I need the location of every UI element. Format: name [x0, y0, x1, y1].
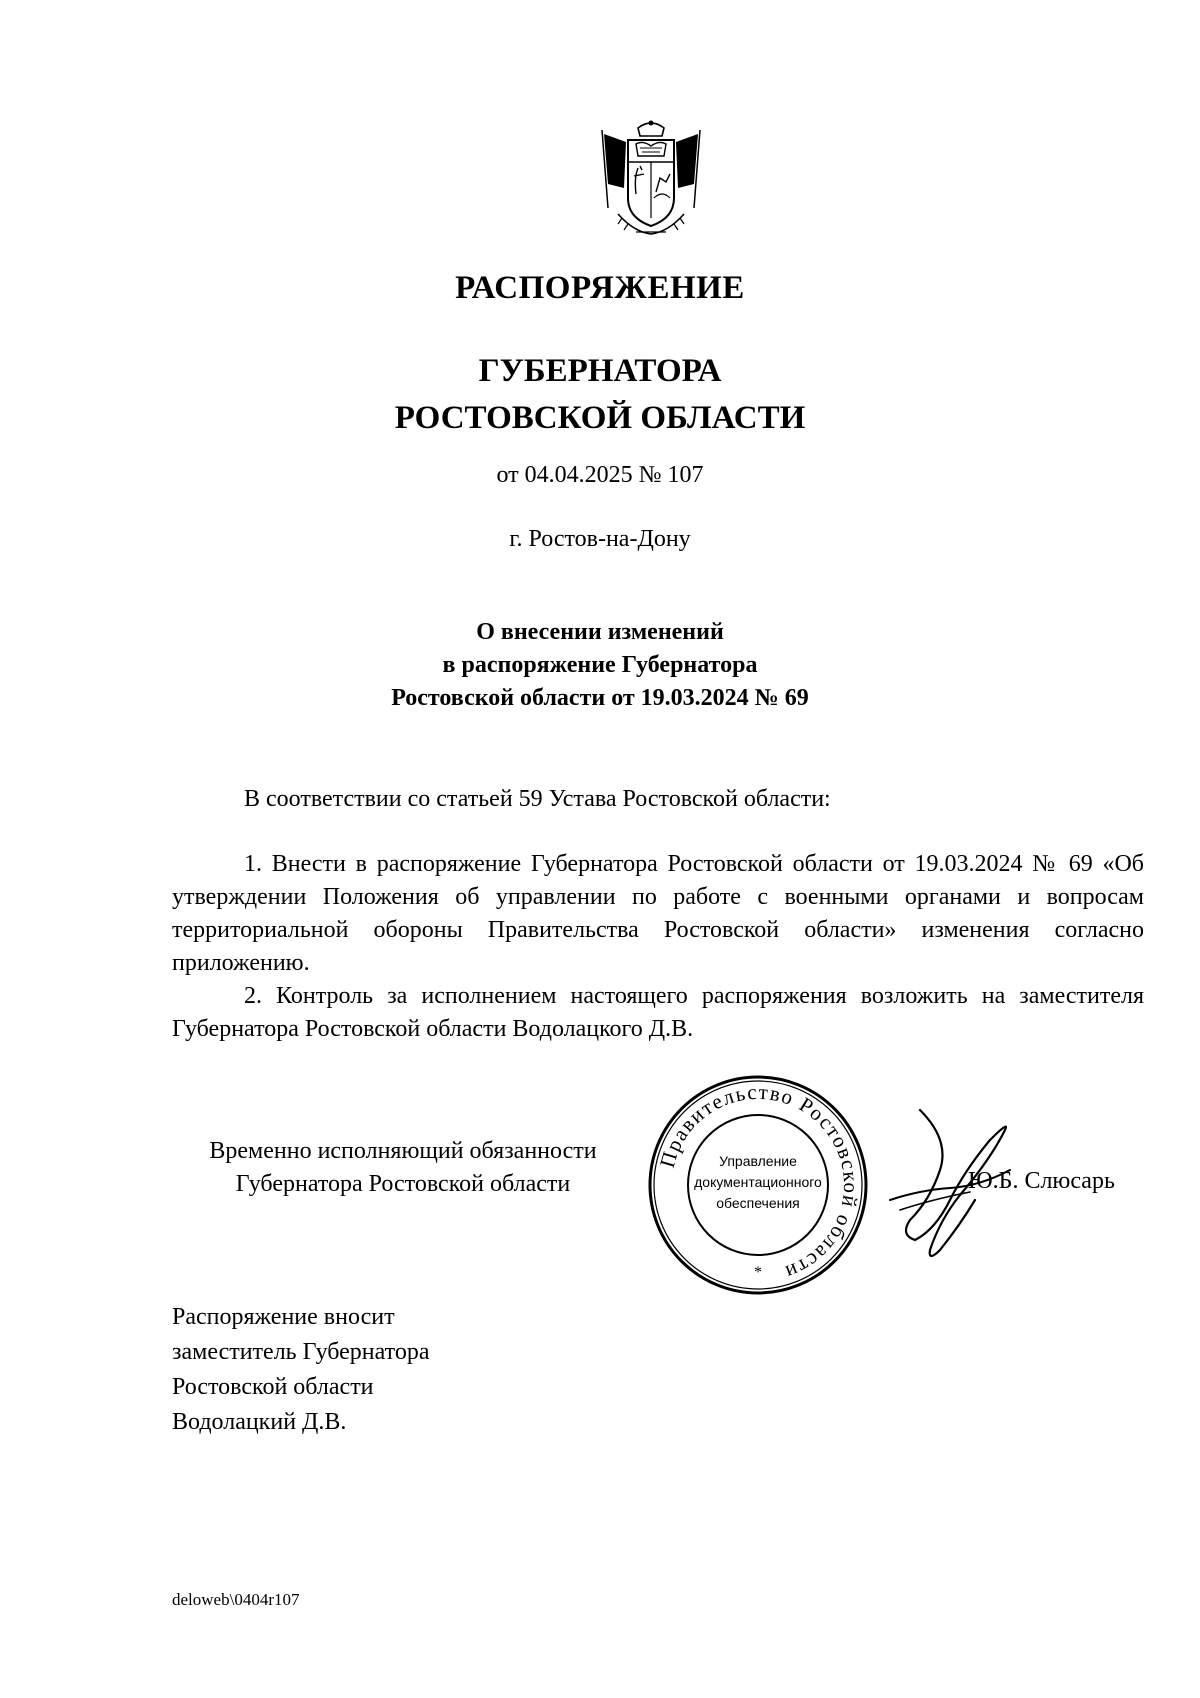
- issuer-line-1: ГУБЕРНАТОРА: [478, 353, 722, 389]
- submitted-by-line-3: Ростовской области: [172, 1374, 374, 1400]
- document-date-number: от 04.04.2025 № 107: [496, 462, 704, 488]
- document-subject: [0, 616, 1200, 715]
- submitted-by-line-1: Распоряжение вносит: [172, 1304, 395, 1330]
- document-city: г. Ростов-на-Дону: [509, 526, 691, 552]
- preamble-paragraph: [172, 783, 1144, 816]
- submitted-by-line-4: Водолацкий Д.В.: [172, 1409, 347, 1435]
- signer-name: Ю.Б. Слюсарь: [968, 1168, 1115, 1194]
- preamble-text: В соответствии со статьей 59 Устава Ростовской области:: [244, 786, 831, 812]
- issuer-line-2: РОСТОВСКОЙ ОБЛАСТИ: [394, 400, 806, 436]
- order-item-2: 2. Контроль за исполнением настоящего распоряжения возложить на заместителя Губернатора Ростовской области Водолацкого Д.В.: [172, 983, 1144, 1042]
- subject-line-2: в распоряжение Губернатора: [442, 652, 758, 678]
- subject-line-1: О внесении изменений: [476, 619, 724, 645]
- stamp-ring-text: Правительство Ростовской области: [654, 1079, 864, 1286]
- stamp-center-line-2: документационного: [694, 1174, 822, 1190]
- official-stamp: [645, 1072, 871, 1298]
- order-items: [172, 848, 1144, 1046]
- signer-position-line-2: Губернатора Ростовской области: [235, 1171, 571, 1197]
- submitted-by-line-2: заместитель Губернатора: [172, 1339, 430, 1365]
- stamp-center-line-3: обеспечения: [716, 1195, 800, 1211]
- subject-line-3: Ростовской области от 19.03.2024 № 69: [391, 685, 809, 711]
- submitted-by-block: [172, 1300, 430, 1440]
- signer-position: [172, 1135, 634, 1201]
- rostov-oblast-emblem: [598, 118, 704, 238]
- stamp-star: *: [754, 1264, 762, 1281]
- issuer-heading: [0, 348, 1200, 442]
- document-type-heading: РАСПОРЯЖЕНИЕ: [455, 270, 745, 306]
- stamp-center-line-1: Управление: [719, 1153, 797, 1169]
- order-item-1: 1. Внести в распоряжение Губернатора Ростовской области от 19.03.2024 № 69 «Об утверждении Положения об управлении по работе с военными органами и вопросам территориальной обороны Правительства Ростовской области» изменения согласно приложению.: [172, 851, 1144, 976]
- file-reference: deloweb\0404r107: [172, 1590, 300, 1609]
- signer-position-line-1: Временно исполняющий обязанности: [209, 1138, 597, 1164]
